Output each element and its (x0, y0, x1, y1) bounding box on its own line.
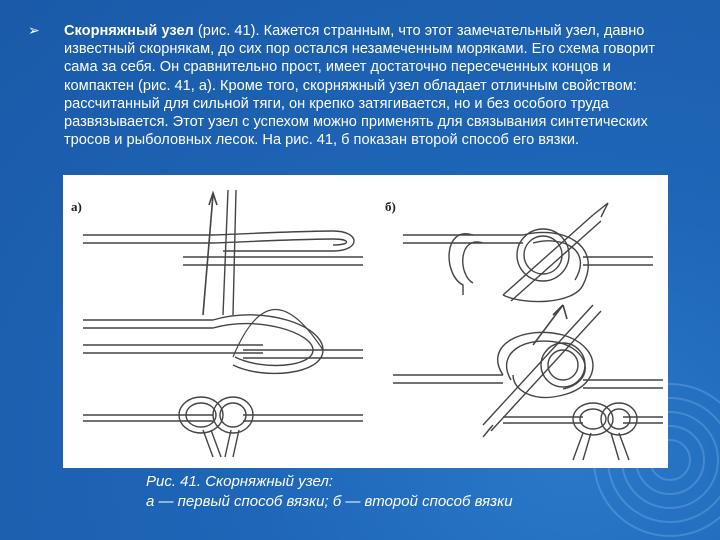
caption-line-1: Рис. 41. Скорняжный узел: (146, 473, 333, 490)
caption-line-2: а — первый способ вязки; б — второй способ вязки (146, 493, 513, 510)
knot-a-step2 (83, 309, 363, 373)
body-paragraph (64, 22, 684, 149)
figure-label-a: а) (71, 199, 82, 214)
bullet-arrow-icon: ➢ (28, 22, 40, 38)
knot-illustration (63, 175, 668, 468)
knot-b-step1 (403, 203, 653, 302)
paragraph-title: Скорняжный узел (64, 23, 194, 39)
knot-b-finished (503, 403, 663, 460)
figure-label-b: б) (385, 199, 396, 214)
knot-a-step1 (83, 190, 363, 315)
figure-caption (146, 472, 666, 512)
paragraph-text: (рис. 41). Кажется странным, что этот замечательный узел, давно известный скорнякам, до сих пор остался незамеченным моряками. Его схема говорит сама за себя. Он сравнительно прост, имеет достаточно пересеченных концов и компактен (рис. 41, а). Кроме того, скорняжный узел обладает отличным свойством: рассчитанный для сильной тяги, он крепко затягивается, но и без особого труда развязывается. Этот узел с успехом можно применять для связывания синтетических тросов и рыболовных лесок. На рис. 41, б показан второй способ его вязки. (64, 23, 656, 149)
knot-a-finished (83, 397, 363, 457)
knot-figure (63, 175, 668, 468)
